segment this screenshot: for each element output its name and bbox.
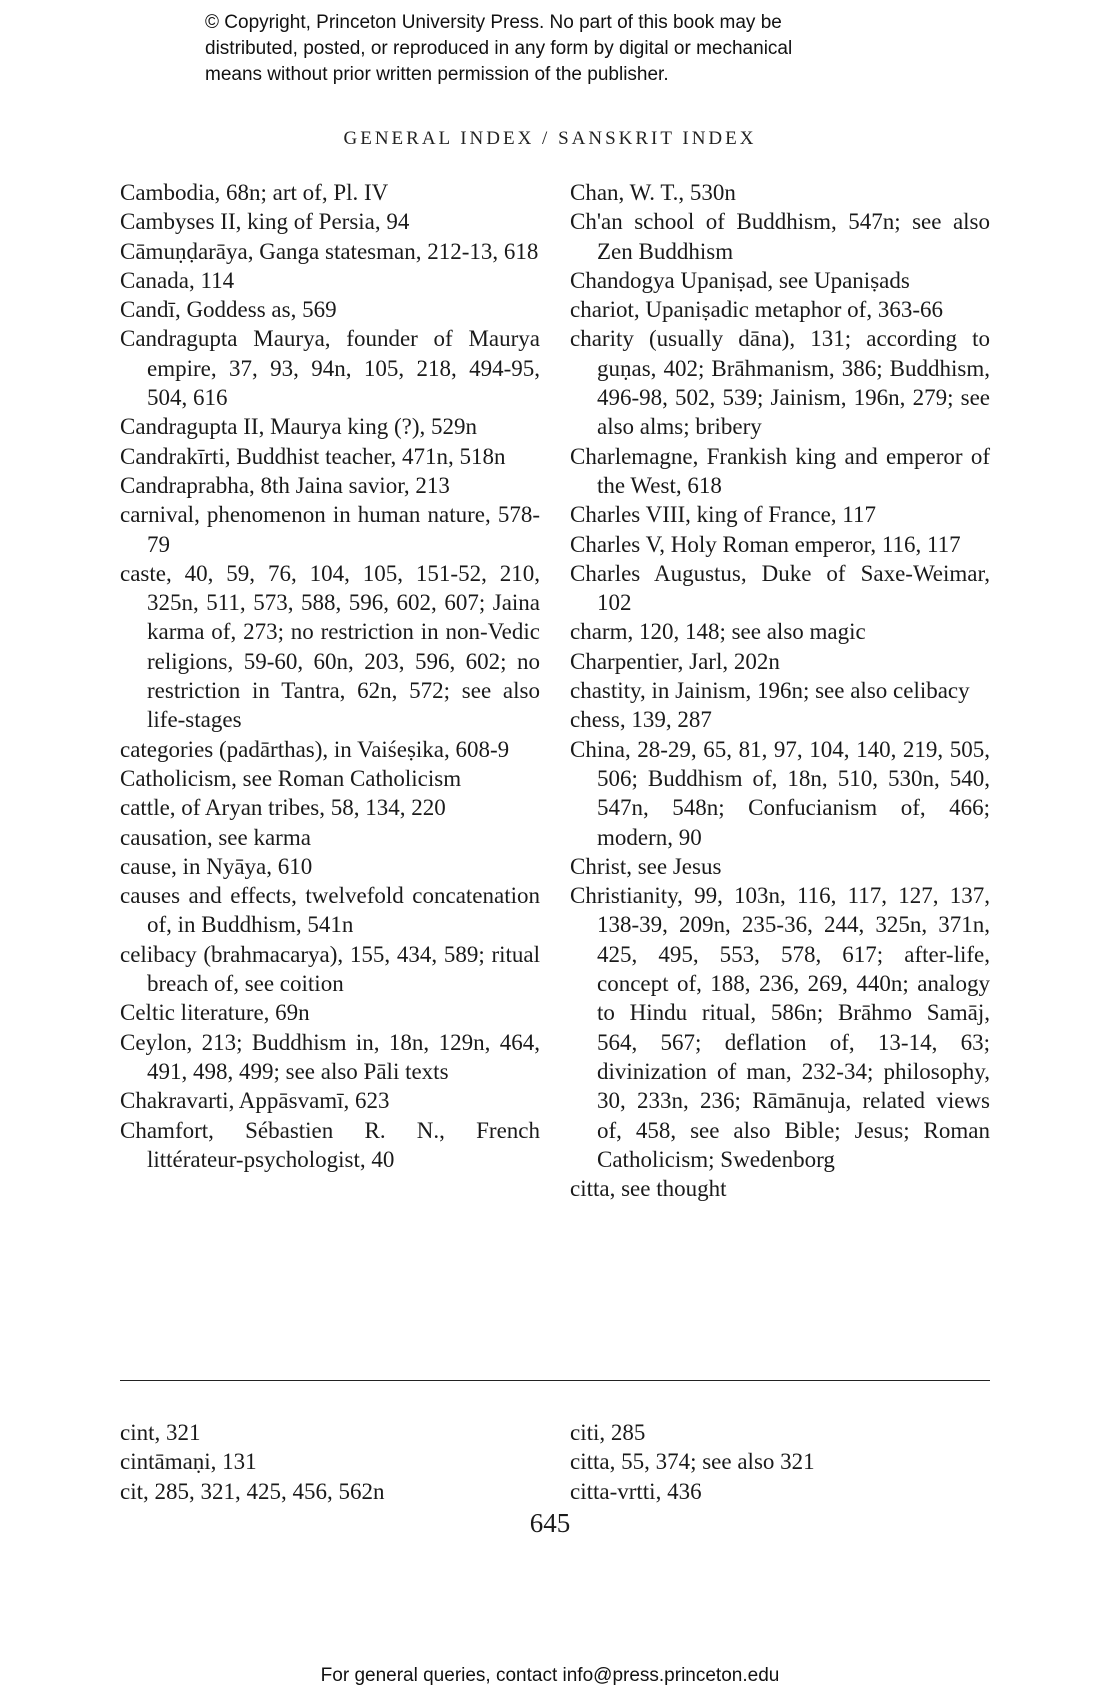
index-entry: Celtic literature, 69n <box>120 1000 310 1026</box>
section-divider <box>120 1380 990 1381</box>
footer-contact: For general queries, contact info@press.princeton.edu <box>320 1665 780 1686</box>
copyright-line-2: distributed, posted, or reproduced in any form by digital or mechanical <box>205 38 793 59</box>
index-entry: Candragupta II, Maurya king (?), 529n <box>120 414 478 440</box>
page-number: 645 <box>529 1508 571 1538</box>
index-entry: Candī, Goddess as, 569 <box>120 297 337 323</box>
index-entry: Cambodia, 68n; art of, Pl. IV <box>120 180 389 205</box>
index-entry: chastity, in Jainism, 196n; see also celibacy <box>570 678 970 704</box>
index-entry: Canada, 114 <box>120 267 235 293</box>
index-entry: Charles VIII, king of France, 117 <box>570 502 876 528</box>
index-entry: carnival, phenomenon in human nature, 578-79 <box>120 502 540 557</box>
index-entry: Ch'an school of Buddhism, 547n; see also Zen Buddhism <box>570 209 990 264</box>
sanskrit-index-left-column <box>120 1418 540 1506</box>
index-entry: categories (padārthas), in Vaiśeṣika, 608-9 <box>120 736 510 762</box>
running-head: GENERAL INDEX / SANSKRIT INDEX <box>343 128 757 149</box>
index-entry: Cāmuṇḍarāya, Ganga statesman, 212-13, 618 <box>120 238 539 264</box>
index-entry: Chandogya Upaniṣad, see Upaniṣads <box>570 267 910 293</box>
index-entry: causation, see karma <box>120 824 311 850</box>
copyright-line-1: © Copyright, Princeton University Press. No part of this book may be <box>205 12 782 33</box>
index-entry: Catholicism, see Roman Catholicism <box>120 765 462 791</box>
general-index-right-column <box>570 178 990 1203</box>
copyright-line-3: means without prior written permission of the publisher. <box>205 64 669 85</box>
index-entry: chariot, Upaniṣadic metaphor of, 363-66 <box>570 297 943 323</box>
sanskrit-entry: cintāmaṇi, 131 <box>120 1449 257 1475</box>
index-entry: chess, 139, 287 <box>570 707 712 733</box>
index-entry: Christianity, 99, 103n, 116, 117, 127, 137, 138-39, 209n, 235-36, 244, 325n, 371n, 425, 495, 553, 578, 617; after-life, concept of, 188, 236, 269, 440n; analogy to Hindu ritual, 586n; Brāhmo Samāj, 564, 567; deflation of, 13-14, 63; divinization of man, 232-34; philosophy, 30, 233n, 236; Rāmānuja, related views of, 458, see also Bible; Jesus; Roman Catholicism; Swedenborg <box>570 883 990 1172</box>
index-entry: Charlemagne, Frankish king and emperor of the West, 618 <box>570 443 990 498</box>
index-entry: charity (usually dāna), 131; according to guṇas, 402; Brāhmanism, 386; Buddhism, 496-98, 502, 539; Jainism, 196n, 279; see also alms; bribery <box>570 326 990 440</box>
sanskrit-entry: cit, 285, 321, 425, 456, 562n <box>120 1478 385 1504</box>
index-entry: Candraprabha, 8th Jaina savior, 213 <box>120 472 450 498</box>
index-entry: Candrakīrti, Buddhist teacher, 471n, 518n <box>120 443 506 469</box>
index-entry: caste, 40, 59, 76, 104, 105, 151-52, 210, 325n, 511, 573, 588, 596, 602, 607; Jaina karma of, 273; no restriction in non-Vedic religions, 59-60, 60n, 203, 596, 602; no restriction in Tantra, 62n, 572; see also life-stages <box>120 560 540 733</box>
index-entry: celibacy (brahmacarya), 155, 434, 589; ritual breach of, see coition <box>120 941 540 997</box>
index-entry: Charles V, Holy Roman emperor, 116, 117 <box>570 531 961 557</box>
general-index-left-column <box>120 178 540 1174</box>
index-entry: Chan, W. T., 530n <box>570 180 736 205</box>
sanskrit-entry: cint, 321 <box>120 1420 201 1445</box>
index-entry: Chamfort, Sébastien R. N., French littérateur-psychologist, 40 <box>120 1117 540 1172</box>
copyright-notice <box>205 10 925 88</box>
sanskrit-entry: citi, 285 <box>570 1420 646 1445</box>
index-entry: charm, 120, 148; see also magic <box>570 619 866 645</box>
index-entry: cattle, of Aryan tribes, 58, 134, 220 <box>120 795 446 821</box>
index-entry: Charles Augustus, Duke of Saxe-Weimar, 102 <box>570 560 990 616</box>
sanskrit-index-right-column <box>570 1418 990 1506</box>
index-entry: cause, in Nyāya, 610 <box>120 853 313 879</box>
sanskrit-entry: citta, 55, 374; see also 321 <box>570 1449 815 1475</box>
index-entry: Charpentier, Jarl, 202n <box>570 648 780 674</box>
index-entry: Cambyses II, king of Persia, 94 <box>120 209 410 235</box>
index-entry: causes and effects, twelvefold concatenation of, in Buddhism, 541n <box>120 883 540 938</box>
index-entry: citta, see thought <box>570 1176 727 1202</box>
index-entry: Ceylon, 213; Buddhism in, 18n, 129n, 464, 491, 498, 499; see also Pāli texts <box>120 1029 540 1084</box>
index-entry: China, 28-29, 65, 81, 97, 104, 140, 219, 505, 506; Buddhism of, 18n, 510, 530n, 540, 547n, 548n; Confucianism of, 466; modern, 90 <box>570 736 990 850</box>
sanskrit-entry: citta-vrtti, 436 <box>570 1478 702 1504</box>
index-entry: Chakravarti, Appāsvamī, 623 <box>120 1088 390 1114</box>
index-entry: Christ, see Jesus <box>570 853 722 879</box>
index-entry: Candragupta Maurya, founder of Maurya empire, 37, 93, 94n, 105, 218, 494-95, 504, 616 <box>120 326 540 411</box>
